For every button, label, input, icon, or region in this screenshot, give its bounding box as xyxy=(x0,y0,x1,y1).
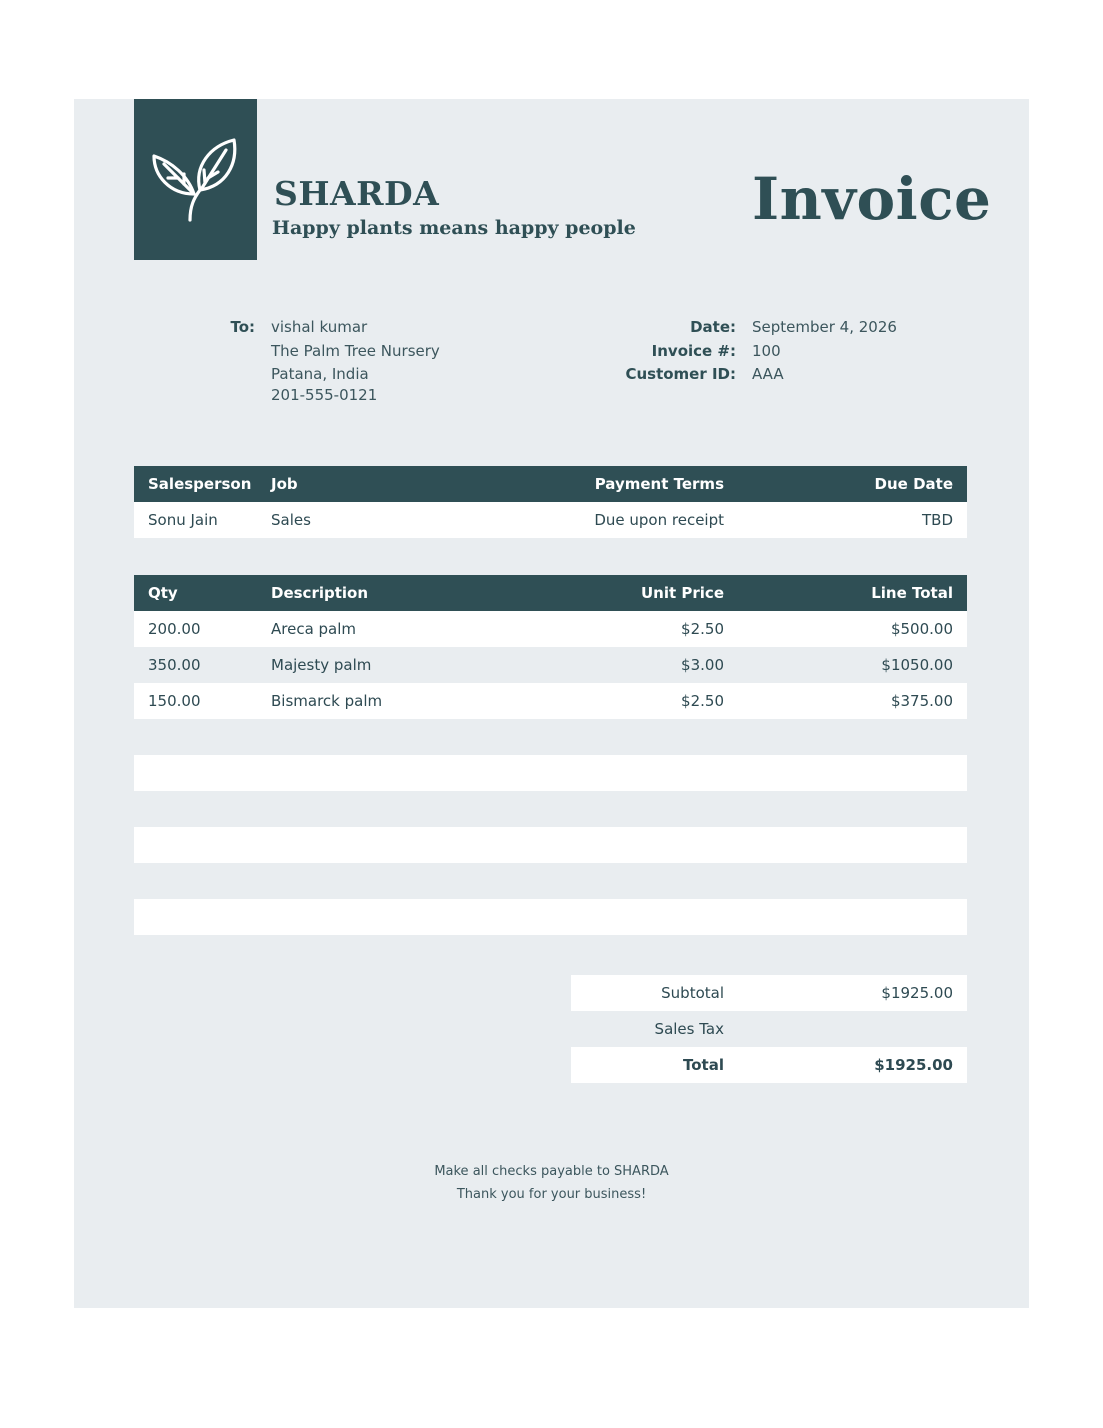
customer-id-label: Customer ID: xyxy=(625,365,736,383)
invoice-number-value: 100 xyxy=(752,342,781,360)
description-cell: Majesty palm xyxy=(271,656,372,674)
date-value: September 4, 2026 xyxy=(752,318,897,336)
line-total-cell: $500.00 xyxy=(890,620,953,638)
document-title: Invoice xyxy=(752,165,992,233)
description-cell: Bismarck palm xyxy=(271,692,383,710)
sales-tax-row xyxy=(571,1011,967,1047)
bill-to-phone: 201-555-0121 xyxy=(271,386,378,404)
total-value: $1925.00 xyxy=(874,1056,953,1074)
unit-price-cell: $2.50 xyxy=(681,620,724,638)
line-total-cell: $375.00 xyxy=(890,692,953,710)
qty-cell: 200.00 xyxy=(148,620,201,638)
bill-to-label: To: xyxy=(230,318,255,336)
header-payment-terms: Payment Terms xyxy=(594,475,724,493)
invoice-number-label: Invoice #: xyxy=(651,342,736,360)
header-due-date: Due Date xyxy=(874,475,953,493)
sales-tax-label: Sales Tax xyxy=(654,1020,724,1038)
job-table-header xyxy=(134,466,967,502)
subtotal-value: $1925.00 xyxy=(881,984,953,1002)
due-date-cell: TBD xyxy=(921,511,953,529)
payment-terms-cell: Due upon receipt xyxy=(594,511,724,529)
date-label: Date: xyxy=(690,318,736,336)
items-table xyxy=(134,575,967,935)
empty-table-row xyxy=(134,791,967,827)
qty-cell: 150.00 xyxy=(148,692,201,710)
salesperson-cell: Sonu Jain xyxy=(148,511,218,529)
job-cell: Sales xyxy=(271,511,311,529)
company-logo xyxy=(134,99,257,260)
empty-table-row xyxy=(134,719,967,755)
empty-table-row xyxy=(134,827,967,863)
header-salesperson: Salesperson xyxy=(148,475,252,493)
table-row xyxy=(134,647,967,683)
company-name: SHARDA xyxy=(274,174,440,213)
table-row xyxy=(134,502,967,538)
empty-table-row xyxy=(134,899,967,935)
total-label: Total xyxy=(683,1056,724,1074)
items-table-header xyxy=(134,575,967,611)
company-tagline: Happy plants means happy people xyxy=(272,217,636,239)
description-cell: Areca palm xyxy=(271,620,357,638)
unit-price-cell: $2.50 xyxy=(681,692,724,710)
payable-note: Make all checks payable to SHARDA xyxy=(434,1164,669,1179)
line-total-cell: $1050.00 xyxy=(881,656,953,674)
header-unit-price: Unit Price xyxy=(641,584,724,602)
qty-cell: 350.00 xyxy=(148,656,201,674)
header-job: Job xyxy=(271,475,298,493)
subtotal-row xyxy=(571,975,967,1011)
header-description: Description xyxy=(271,584,369,602)
leaf-icon xyxy=(150,132,242,228)
table-row xyxy=(134,611,967,647)
bill-to-company: The Palm Tree Nursery xyxy=(271,342,440,360)
subtotal-label: Subtotal xyxy=(661,984,724,1002)
total-row xyxy=(571,1047,967,1083)
bill-to-location: Patana, India xyxy=(271,365,369,383)
customer-id-value: AAA xyxy=(752,365,784,383)
totals-block xyxy=(571,975,967,1083)
empty-table-row xyxy=(134,863,967,899)
thank-you-note: Thank you for your business! xyxy=(456,1187,647,1202)
header-line-total: Line Total xyxy=(871,584,953,602)
empty-table-row xyxy=(134,755,967,791)
table-row xyxy=(134,683,967,719)
unit-price-cell: $3.00 xyxy=(681,656,724,674)
job-table xyxy=(134,466,967,538)
header-qty: Qty xyxy=(148,584,178,602)
bill-to-name: vishal kumar xyxy=(271,318,368,336)
